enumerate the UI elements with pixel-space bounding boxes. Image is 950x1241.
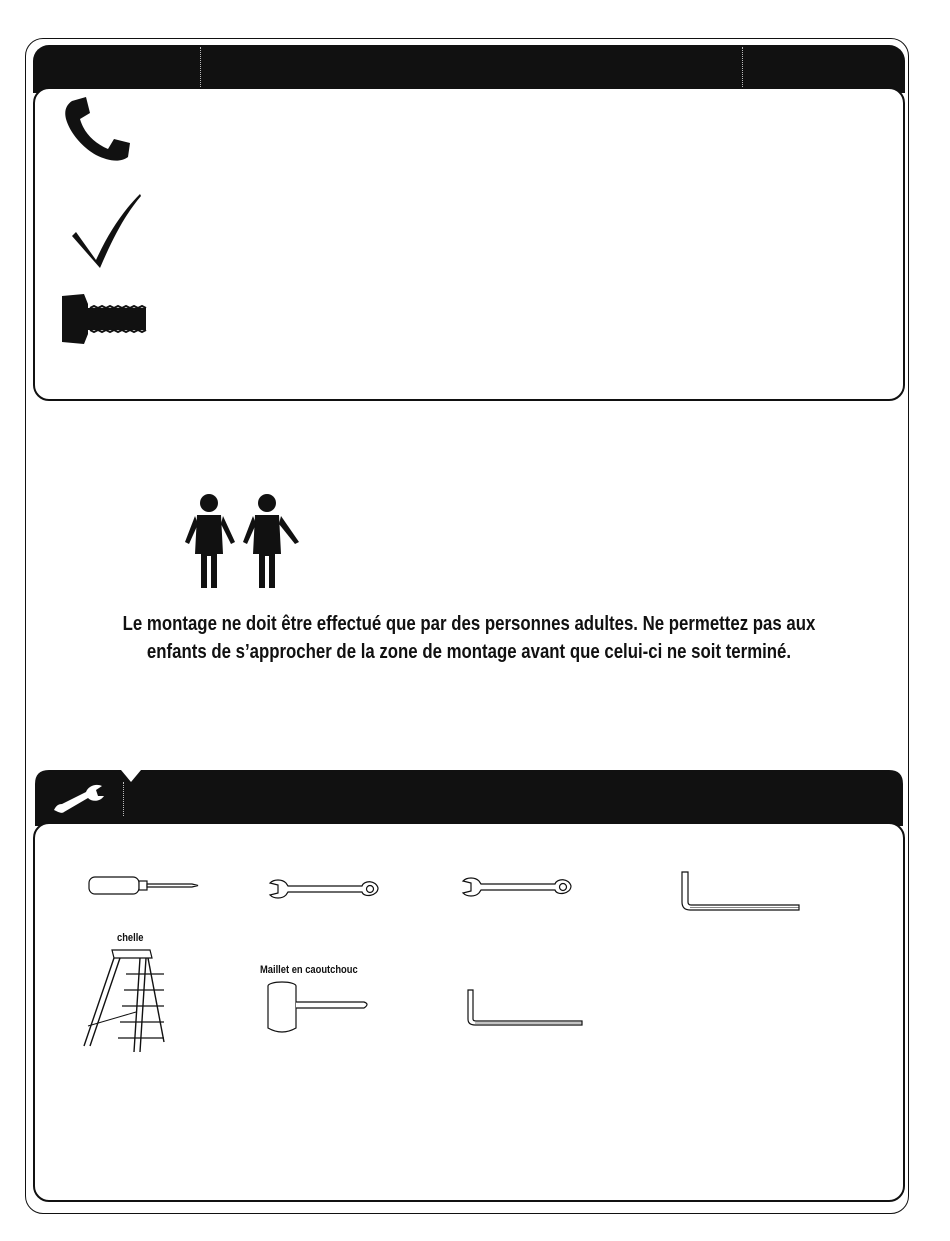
header-divider [742, 47, 743, 91]
info-panel [33, 87, 905, 401]
warning-line-2: enfants de s’approcher de la zone de montage avant que celui-ci ne soit terminé. [146, 641, 792, 663]
bolt-icon [58, 292, 150, 346]
ladder-icon [80, 946, 170, 1054]
warning-line-1: Le montage ne doit être effectué que par des personnes adultes. Ne permettez pas aux [122, 613, 816, 635]
header-divider [200, 47, 201, 91]
rubber-mallet-icon [264, 980, 372, 1036]
wrench-icon [52, 784, 106, 816]
ladder-label: chelle [117, 932, 144, 944]
tools-header-bar [33, 768, 905, 826]
combination-wrench-icon [268, 878, 380, 900]
combination-wrench-icon [461, 876, 573, 898]
top-header-bar [33, 45, 905, 93]
allen-key-icon [464, 988, 586, 1028]
checkmark-icon [68, 192, 143, 270]
assembly-warning [40, 610, 898, 666]
allen-key-icon [678, 870, 803, 912]
phone-icon [60, 95, 145, 167]
two-adults-icon [183, 494, 303, 590]
mallet-label: Maillet en caoutchouc [260, 964, 358, 976]
screwdriver-icon [88, 874, 203, 898]
tools-header-divider [123, 782, 124, 816]
